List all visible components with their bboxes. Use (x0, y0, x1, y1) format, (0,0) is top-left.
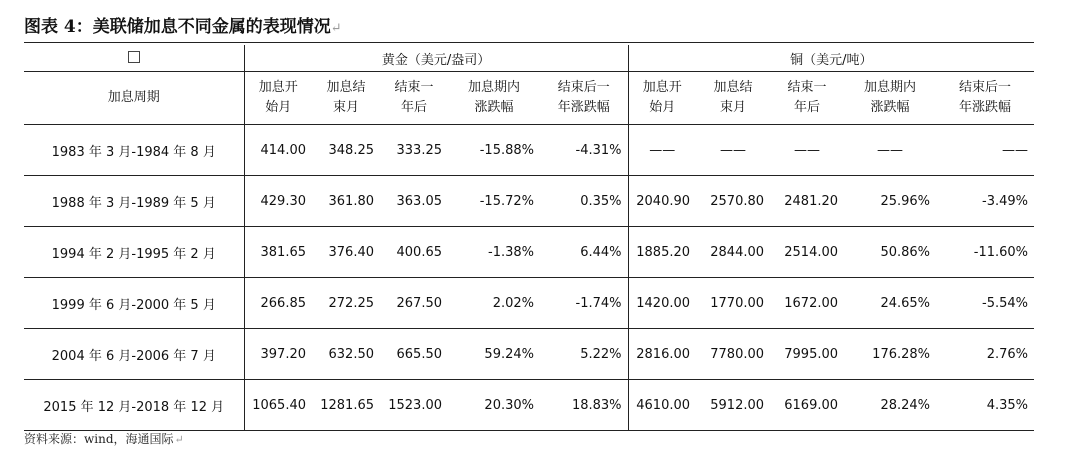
paragraph-mark-icon: ↵ (174, 433, 184, 446)
gold-next-header: 结束后一 年涨跌幅 (540, 72, 628, 125)
gold-start-cell: 429.30 (244, 176, 312, 227)
figure-title (24, 16, 1034, 40)
table-row (24, 227, 1034, 278)
table-row (24, 125, 1034, 176)
copper-start-cell: 2040.90 (628, 176, 696, 227)
copper-group-header: 铜（美元/吨） (628, 45, 1034, 72)
gold-next-cell: -1.74% (540, 278, 628, 329)
copper-next-cell: -3.49% (936, 176, 1034, 227)
copper-start-cell: 1885.20 (628, 227, 696, 278)
copper-start-cell: 4610.00 (628, 380, 696, 431)
copper-after-cell: —— (770, 125, 844, 176)
copper-next-cell: —— (936, 125, 1034, 176)
period-cell: 1994 年 2 月-1995 年 2 月 (24, 227, 244, 278)
group-header-row (24, 45, 1034, 72)
gold-end-cell: 376.40 (312, 227, 380, 278)
gold-next-cell: -4.31% (540, 125, 628, 176)
gold-after-cell: 267.50 (380, 278, 448, 329)
period-cell: 1999 年 6 月-2000 年 5 月 (24, 278, 244, 329)
copper-next-cell: -11.60% (936, 227, 1034, 278)
period-header: 加息周期 (24, 72, 244, 125)
table-row (24, 176, 1034, 227)
gold-change-header: 加息期内 涨跌幅 (448, 72, 540, 125)
gold-after-header: 结束一 年后 (380, 72, 448, 125)
gold-end-cell: 272.25 (312, 278, 380, 329)
copper-end-cell: 2844.00 (696, 227, 770, 278)
gold-end-cell: 361.80 (312, 176, 380, 227)
corner-cell (24, 45, 244, 72)
gold-change-cell: 59.24% (448, 329, 540, 380)
copper-start-cell: 2816.00 (628, 329, 696, 380)
gold-start-cell: 266.85 (244, 278, 312, 329)
table-row (24, 278, 1034, 329)
copper-change-header: 加息期内 涨跌幅 (844, 72, 936, 125)
copper-next-header: 结束后一 年涨跌幅 (936, 72, 1034, 125)
copper-change-cell: 25.96% (844, 176, 936, 227)
copper-after-cell: 2481.20 (770, 176, 844, 227)
copper-change-cell: 24.65% (844, 278, 936, 329)
gold-after-cell: 333.25 (380, 125, 448, 176)
copper-end-cell: 2570.80 (696, 176, 770, 227)
gold-start-cell: 414.00 (244, 125, 312, 176)
gold-change-cell: -1.38% (448, 227, 540, 278)
copper-start-cell: —— (628, 125, 696, 176)
gold-change-cell: 2.02% (448, 278, 540, 329)
gold-change-cell: 20.30% (448, 380, 540, 431)
copper-start-header: 加息开 始月 (628, 72, 696, 125)
copper-end-cell: 5912.00 (696, 380, 770, 431)
table-row (24, 329, 1034, 380)
gold-next-cell: 0.35% (540, 176, 628, 227)
gold-start-cell: 1065.40 (244, 380, 312, 431)
copper-start-cell: 1420.00 (628, 278, 696, 329)
title-rule (24, 42, 1034, 43)
gold-change-cell: -15.72% (448, 176, 540, 227)
gold-next-cell: 5.22% (540, 329, 628, 380)
copper-end-cell: 1770.00 (696, 278, 770, 329)
copper-end-cell: 7780.00 (696, 329, 770, 380)
metals-performance-table (24, 45, 1034, 431)
copper-after-cell: 7995.00 (770, 329, 844, 380)
gold-after-cell: 1523.00 (380, 380, 448, 431)
copper-change-cell: 176.28% (844, 329, 936, 380)
gold-start-cell: 397.20 (244, 329, 312, 380)
gold-end-cell: 632.50 (312, 329, 380, 380)
period-cell: 2015 年 12 月-2018 年 12 月 (24, 380, 244, 431)
gold-after-cell: 400.65 (380, 227, 448, 278)
copper-change-cell: —— (844, 125, 936, 176)
figure-title-text: 图表 4：美联储加息不同金属的表现情况 (24, 17, 331, 37)
copper-next-cell: -5.54% (936, 278, 1034, 329)
copper-change-cell: 50.86% (844, 227, 936, 278)
gold-start-header: 加息开 始月 (244, 72, 312, 125)
copper-change-cell: 28.24% (844, 380, 936, 431)
copper-next-cell: 4.35% (936, 380, 1034, 431)
period-cell: 1983 年 3 月-1984 年 8 月 (24, 125, 244, 176)
copper-after-cell: 2514.00 (770, 227, 844, 278)
copper-end-header: 加息结 束月 (696, 72, 770, 125)
gold-after-cell: 665.50 (380, 329, 448, 380)
gold-next-cell: 18.83% (540, 380, 628, 431)
gold-end-cell: 1281.65 (312, 380, 380, 431)
gold-change-cell: -15.88% (448, 125, 540, 176)
gold-start-cell: 381.65 (244, 227, 312, 278)
gold-next-cell: 6.44% (540, 227, 628, 278)
copper-after-header: 结束一 年后 (770, 72, 844, 125)
gold-after-cell: 363.05 (380, 176, 448, 227)
checkbox-icon (128, 51, 140, 63)
period-cell: 1988 年 3 月-1989 年 5 月 (24, 176, 244, 227)
copper-after-cell: 6169.00 (770, 380, 844, 431)
copper-end-cell: —— (696, 125, 770, 176)
gold-end-header: 加息结 束月 (312, 72, 380, 125)
column-header-row (24, 72, 1034, 125)
copper-next-cell: 2.76% (936, 329, 1034, 380)
copper-after-cell: 1672.00 (770, 278, 844, 329)
source-note: 资料来源：wind，海通国际↵ (24, 432, 184, 446)
table-row (24, 380, 1034, 431)
gold-end-cell: 348.25 (312, 125, 380, 176)
period-cell: 2004 年 6 月-2006 年 7 月 (24, 329, 244, 380)
gold-group-header: 黄金（美元/盎司） (244, 45, 628, 72)
paragraph-mark-icon: ↵ (330, 21, 342, 36)
